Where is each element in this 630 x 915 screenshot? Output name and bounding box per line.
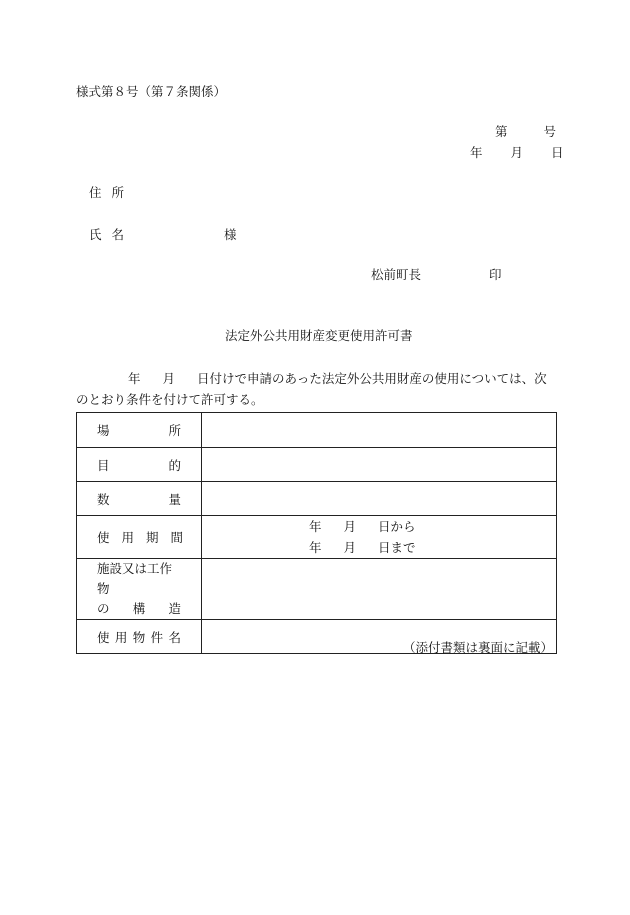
value-purpose[interactable] — [202, 448, 557, 482]
period-day-to: 日まで — [378, 540, 416, 555]
value-structure[interactable] — [202, 559, 557, 620]
period-to — [202, 537, 556, 558]
recipient-address — [89, 187, 124, 200]
table-row-structure — [77, 559, 557, 620]
issue-date — [470, 147, 564, 160]
name-label-2: 名 — [111, 227, 125, 242]
label-char: 使 — [97, 629, 110, 645]
label-char: 用 — [121, 530, 134, 545]
period-month: 月 — [343, 519, 357, 534]
label-char: 使 — [97, 530, 110, 545]
label-char: 物 — [132, 629, 146, 645]
period-year: 年 — [309, 540, 322, 555]
table-row-period — [77, 516, 557, 559]
label-char: 間 — [170, 530, 183, 545]
value-period[interactable] — [202, 516, 557, 559]
label-period — [77, 516, 202, 559]
issuer-title: 松前町長 — [371, 267, 422, 282]
body-month: 月 — [162, 371, 176, 386]
label-char: 期 — [145, 530, 159, 545]
recipient-name — [89, 229, 237, 242]
address-label-1: 住 — [89, 185, 102, 200]
honorific: 様 — [224, 227, 237, 242]
name-label-1: 氏 — [89, 227, 102, 242]
label-char: 場 — [97, 423, 110, 438]
document-number — [495, 126, 556, 139]
label-item-name — [77, 620, 202, 654]
date-day: 日 — [551, 145, 564, 160]
label-char: 的 — [168, 457, 181, 473]
date-month: 月 — [510, 145, 524, 160]
table-row-quantity — [77, 482, 557, 516]
label-char: 数 — [97, 491, 110, 507]
date-year: 年 — [470, 145, 483, 160]
label-structure — [77, 559, 202, 620]
table-row-place — [77, 413, 557, 448]
table-row-purpose — [77, 448, 557, 482]
label-purpose — [77, 448, 202, 482]
period-day-from: 日から — [378, 519, 416, 534]
value-place[interactable] — [202, 413, 557, 448]
permit-details-table — [76, 412, 557, 654]
label-quantity — [77, 482, 202, 516]
label-char: の — [97, 601, 110, 616]
attachment-note: （添付書類は裏面に記載） — [403, 640, 554, 655]
period-month: 月 — [343, 540, 357, 555]
number-label-go: 号 — [543, 124, 557, 139]
period-year: 年 — [309, 519, 322, 534]
body-paragraph — [76, 368, 556, 410]
body-year: 年 — [128, 371, 141, 386]
body-text: 日付けで申請のあった法定外公共用財産の使用については、次のとおり条件を付けて許可する。 — [76, 371, 547, 407]
structure-label-line2 — [97, 599, 181, 619]
number-label-dai: 第 — [495, 124, 508, 139]
value-quantity[interactable] — [202, 482, 557, 516]
label-char: 所 — [168, 423, 181, 438]
label-char: 構 — [132, 601, 146, 616]
label-char: 用 — [114, 629, 128, 645]
seal-mark: 印 — [489, 267, 502, 282]
form-number: 様式第８号（第７条関係） — [76, 84, 227, 99]
address-label-2: 所 — [111, 185, 125, 200]
label-char: 造 — [168, 601, 181, 616]
structure-label-line1: 施設又は工作物 — [97, 561, 173, 596]
label-char: 目 — [97, 457, 110, 473]
document-title: 法定外公共用財産変更使用許可書 — [225, 328, 413, 343]
period-from — [202, 516, 556, 537]
issuer — [371, 269, 502, 282]
label-char: 件 — [150, 629, 164, 645]
label-place — [77, 413, 202, 448]
label-char: 量 — [168, 491, 181, 507]
label-char: 名 — [168, 629, 181, 645]
